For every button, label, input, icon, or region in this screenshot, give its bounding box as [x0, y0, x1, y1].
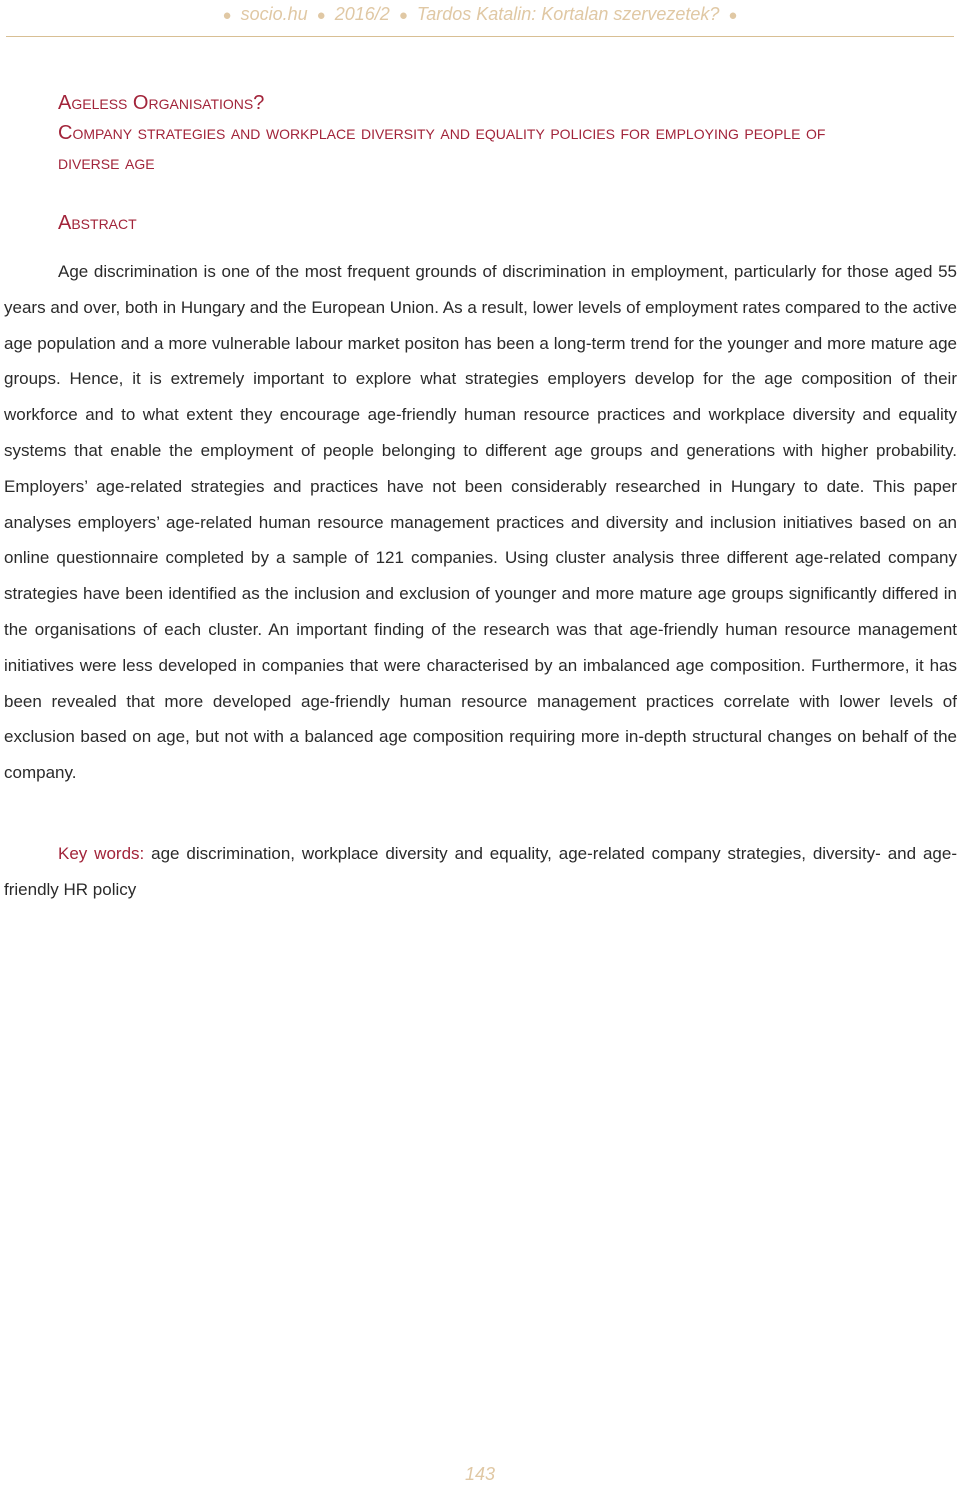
- journal-name: socio.hu: [240, 4, 308, 24]
- abstract-body: Age discrimination is one of the most frequent grounds of discrimination in employment, particularly for those aged 55 years and over, both in Hungary and the European Union. As a result, lower levels of employment rates compared to the active age population and a more vulnerable labour market positon has been a long-term trend for the younger and more mature age groups. Hence, it is extremely important to explore what strategies employers develop for the age composition of their workforce and to what extent they encourage age-friendly human resource practices and workplace diversity and equality systems that enable the employment of people belonging to different age groups and generations with higher probability. Employers’ age-related strategies and practices have not been considerably researched in Hungary to date. This paper analyses employers’ age-related human resource management practices and diversity and inclusion initiatives based on an online questionnaire completed by a sample of 121 companies. Using cluster analysis three different age-related company strategies have been identified as the inclusion and exclusion of younger and more mature age groups significantly differed in the organisations of each cluster. An important finding of the research was that age-friendly human resource management initiatives were less developed in companies that were characterised by an imbalanced age composition. Furthermore, it has been revealed that more developed age-friendly human resource management practices correlate with lower levels of exclusion based on age, but not with a balanced age composition requiring more in-depth structural changes on behalf of the company.: [4, 262, 957, 783]
- running-header: [0, 4, 960, 25]
- bullet-icon: ●: [222, 7, 232, 24]
- keywords-text: age discrimination, workplace diversity and equality, age-related company strategies, diversity- and age-friendly HR policy: [4, 844, 957, 899]
- title-line-2: Company strategies and workplace diversity and equality policies for employing people of: [58, 122, 826, 144]
- issue-number: 2016/2: [334, 4, 390, 24]
- bullet-icon: ●: [398, 7, 408, 24]
- bullet-icon: ●: [316, 7, 326, 24]
- page-number: 143: [464, 1464, 496, 1484]
- article-short-title: Tardos Katalin: Kortalan szervezetek?: [416, 4, 720, 24]
- keywords: [4, 836, 957, 908]
- article-title: [58, 88, 954, 178]
- title-line-1: Ageless Organisations?: [58, 92, 265, 114]
- title-line-3: diverse age: [58, 152, 155, 174]
- keywords-label: Key words:: [58, 844, 145, 863]
- header-divider: [6, 36, 954, 37]
- bullet-icon: ●: [728, 7, 738, 24]
- abstract-heading: Abstract: [58, 212, 137, 234]
